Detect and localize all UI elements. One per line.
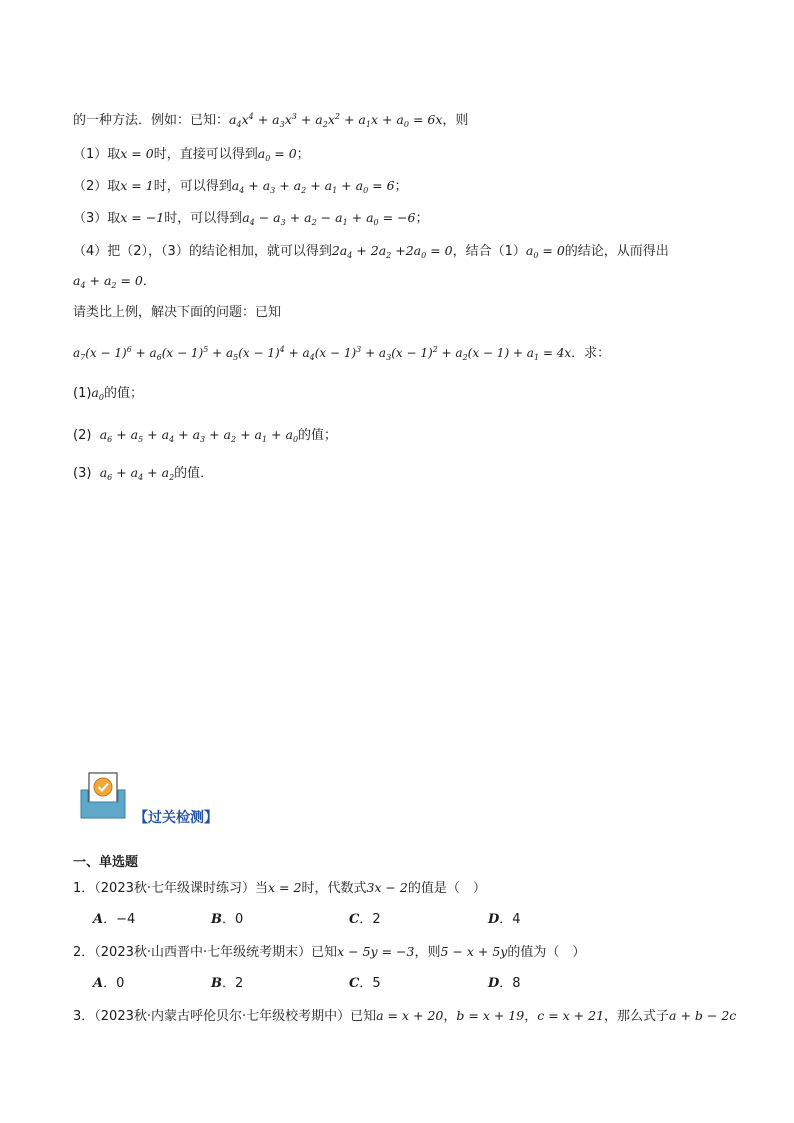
checkmark-document-icon	[80, 772, 126, 820]
option-c[interactable]: C．2	[349, 912, 381, 927]
given-equation: $a_7(x - 1)^6 + a_6(x - 1)^5 + a_5(x - 1)^4 + a_4(x - 1)^3 + a_3(x - 1)^2 + a_2(x - 1) + a_1 = 4x$．求：	[73, 345, 611, 362]
intro-line: 的一种方法．例如：已知：$a_4x^4 + a_3x^3 + a_2x^2 + a_1x + a_0 = 6x$，则	[73, 112, 469, 129]
option-b[interactable]: B．2	[211, 976, 244, 991]
option-b[interactable]: B．0	[211, 912, 244, 927]
step-1: （1）取x = 0时，直接可以得到$a_0 = 0$；	[73, 146, 310, 163]
analogy-prompt: 请类比上例，解决下面的问题：已知	[73, 305, 282, 320]
step-4: （4）把（2），（3）的结论相加，就可以得到$2a_4 + 2a_2 +2a_0 = 0$，结合$(1)a_0 = 0$的结论，从而得出	[73, 243, 669, 260]
polynomial-identity: $a_4x^4 + a_3x^3 + a_2x^2 + a_1x + a_0 = 6x$	[229, 112, 443, 129]
section-title: 【过关检测】	[134, 810, 218, 826]
step-2: （2）取x = 1时，可以得到$a_4 + a_3 + a_2 + a_1 + a_0 = 6$；	[73, 178, 408, 195]
single-choice-heading: 一、单选题	[73, 855, 139, 870]
option-d[interactable]: D．8	[488, 976, 521, 991]
step-3: （3）取x = −1时，可以得到$a_4 - a_3 + a_2 - a_1 + a_0 = -6$；	[73, 210, 429, 227]
option-d[interactable]: D．4	[488, 912, 521, 927]
question-3-stem: 3．（2023秋·内蒙古呼伦贝尔·七年级校考期中）已知a = x + 20，b = x + 19，c = x + 21，那么式子a + b − 2c	[73, 1008, 737, 1024]
question-3: (3) $a_6 + a_4 + a_2$的值．	[73, 465, 214, 482]
question-2: (2) $a_6 + a_5 + a_4 + a_3 + a_2 + a_1 + a_0$的值；	[73, 427, 338, 444]
option-a[interactable]: A．0	[93, 976, 125, 991]
option-c[interactable]: C．5	[349, 976, 381, 991]
question-1-stem: 1．（2023秋·七年级课时练习）当x = 2时，代数式3x − 2的值是（ ）	[73, 880, 486, 896]
question-2-options	[93, 974, 693, 994]
step-4-continued: $a_4 + a_2 = 0$．	[73, 273, 156, 290]
question-1-options	[93, 910, 693, 930]
question-2-stem: 2．（2023秋·山西晋中·七年级统考期末）已知x − 5y = −3，则5 − x + 5y的值为（ ）	[73, 944, 586, 960]
question-1: $(1)a_0$的值；	[73, 385, 143, 402]
option-a[interactable]: A．−4	[93, 912, 136, 927]
